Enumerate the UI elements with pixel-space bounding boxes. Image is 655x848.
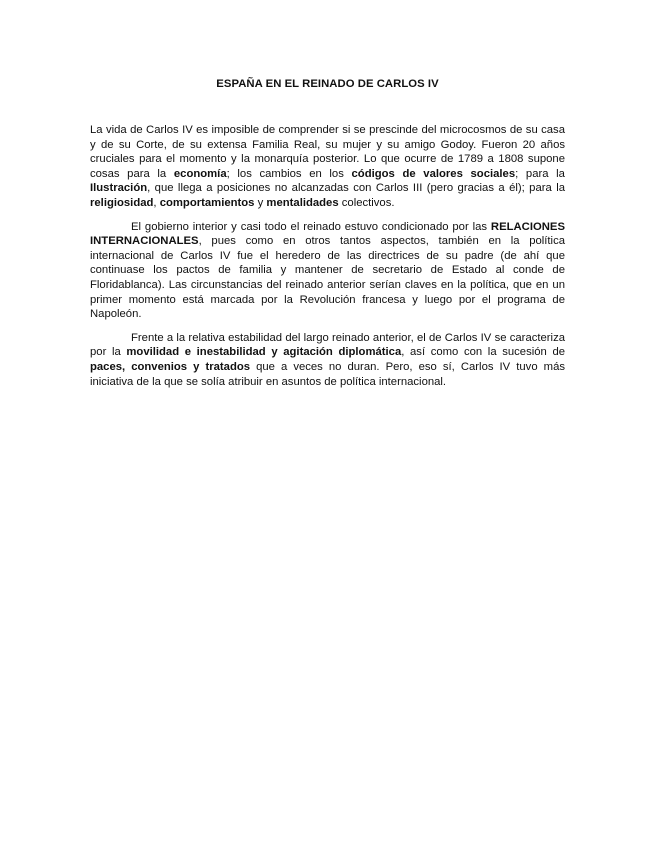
bold-term: economía [173, 167, 227, 180]
bold-term: paces, convenios y tratados [90, 360, 251, 373]
paragraph-1 [90, 123, 565, 211]
text-run: ; los cambios en los [226, 167, 352, 180]
text-run: ; para la [515, 167, 565, 180]
text-run: colectivos. [338, 196, 395, 209]
bold-term: religiosidad [90, 196, 154, 209]
paragraph-3 [90, 331, 565, 389]
bold-term: comportamientos [159, 196, 255, 209]
document-body [90, 123, 565, 398]
bold-term: mentalidades [266, 196, 339, 209]
bold-term: Ilustración [90, 182, 148, 195]
bold-term: movilidad e inestabilidad y agitación diplomática [126, 346, 402, 359]
text-run: , así como con la sucesión de [401, 346, 566, 359]
text-run: y [254, 196, 267, 209]
text-run: Frente a la relativa estabilidad del largo reinado anterior, el de Carlos IV se caracteriza por la [90, 331, 565, 359]
paragraph-2 [90, 220, 565, 322]
document-title: ESPAÑA EN EL REINADO DE CARLOS IV [216, 78, 439, 90]
text-run: , [153, 196, 160, 209]
text-run: , que llega a posiciones no alcanzadas con Carlos III (pero gracias a él); para la [147, 182, 565, 195]
text-run: que a veces no duran. Pero, eso sí, Carlos IV tuvo más iniciativa de la que se solía atribuir en asuntos de política internacional. [90, 360, 566, 388]
text-run: , pues como en otros tantos aspectos, también en la política internacional de Carlos IV fue el heredero de las directrices de su padre (de ahí que continuase los pactos de familia y mantener de secretario de Estado al conde de Floridablanca). Las circunstancias del reinado anterior serían claves en la política, que en un primer momento está marcada por la Revolución francesa y luego por el programa de Napoleón. [90, 235, 565, 321]
text-run: La vida de Carlos IV es imposible de comprender si se prescinde del microcosmos de su casa y de su Corte, de su extensa Familia Real, su mujer y su amigo Godoy. Fueron 20 años cruciales para el momento y la monarquía posterior. Lo que ocurre de 1789 a 1808 supone cosas para la [90, 124, 565, 180]
bold-term: códigos de valores sociales [351, 167, 516, 180]
bold-term: RELACIONES INTERNACIONALES [90, 220, 565, 248]
text-run: El gobierno interior y casi todo el reinado estuvo condicionado por las [131, 220, 491, 233]
